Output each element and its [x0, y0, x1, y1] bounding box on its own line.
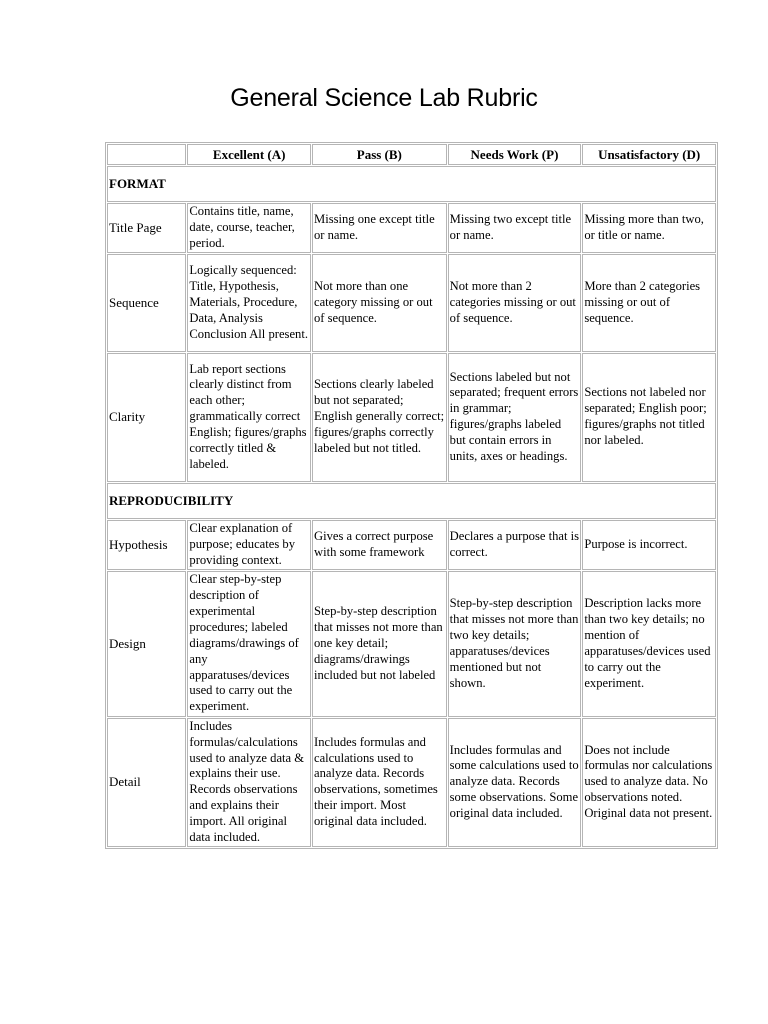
criterion-design: Design	[107, 571, 186, 717]
criterion-clarity: Clarity	[107, 353, 186, 482]
table-cell: Clear explanation of purpose; educates by providing context.	[187, 520, 311, 570]
table-cell: Includes formulas and some calculations used to analyze data. Records some observations. Some original data included.	[448, 718, 582, 847]
table-cell: Description lacks more than two key details; no mention of apparatuses/devices used to carry out the experiment.	[582, 571, 716, 717]
table-cell: Lab report sections clearly distinct from each other; grammatically correct English; figures/graphs correctly titled & labeled.	[187, 353, 311, 482]
column-header-pass: Pass (B)	[312, 144, 447, 165]
table-row	[107, 520, 716, 570]
table-cell: Includes formulas/calculations used to analyze data & explains their use. Records observations and explains their import. All original data included.	[187, 718, 311, 847]
page-title: General Science Lab Rubric	[230, 84, 538, 112]
table-cell: Sections not labeled nor separated; English poor; figures/graphs not titled nor labeled.	[582, 353, 716, 482]
table-row	[107, 203, 716, 253]
table-cell: Gives a correct purpose with some framework	[312, 520, 447, 570]
table-cell: Missing one except title or name.	[312, 203, 447, 253]
table-cell: Contains title, name, date, course, teacher, period.	[187, 203, 311, 253]
table-cell: Sections labeled but not separated; frequent errors in grammar; figures/graphs labeled but contain errors in units, axes or headings.	[448, 353, 582, 482]
table-cell: Logically sequenced: Title, Hypothesis, Materials, Procedure, Data, Analysis Conclusion All present.	[187, 254, 311, 352]
table-cell: Sections clearly labeled but not separated; English generally correct; figures/graphs correctly labeled but not titled.	[312, 353, 447, 482]
column-header-excellent: Excellent (A)	[187, 144, 311, 165]
table-cell: Step-by-step description that misses not more than one key detail; diagrams/drawings included but not labeled	[312, 571, 447, 717]
table-cell: Declares a purpose that is correct.	[448, 520, 582, 570]
table-cell: Missing more than two, or title or name.	[582, 203, 716, 253]
criterion-sequence: Sequence	[107, 254, 186, 352]
criterion-detail: Detail	[107, 718, 186, 847]
column-header-needs-work: Needs Work (P)	[448, 144, 582, 165]
column-header-criterion	[107, 144, 186, 165]
table-cell: Does not include formulas nor calculations used to analyze data. No observations noted. Original data not present.	[582, 718, 716, 847]
table-cell: Not more than 2 categories missing or out of sequence.	[448, 254, 582, 352]
table-cell: Purpose is incorrect.	[582, 520, 716, 570]
criterion-hypothesis: Hypothesis	[107, 520, 186, 570]
rubric-table	[105, 142, 718, 849]
criterion-title-page: Title Page	[107, 203, 186, 253]
table-row	[107, 254, 716, 352]
section-row-reproducibility	[107, 483, 716, 519]
section-row-format	[107, 166, 716, 202]
section-title-format: FORMAT	[107, 166, 716, 202]
table-header-row	[107, 144, 716, 165]
table-row	[107, 571, 716, 717]
table-row	[107, 718, 716, 847]
table-row	[107, 353, 716, 482]
table-cell: Missing two except title or name.	[448, 203, 582, 253]
table-cell: Step-by-step description that misses not more than two key details; apparatuses/devices mentioned but not shown.	[448, 571, 582, 717]
table-cell: Not more than one category missing or out of sequence.	[312, 254, 447, 352]
column-header-unsatisfactory: Unsatisfactory (D)	[582, 144, 716, 165]
table-cell: Includes formulas and calculations used to analyze data. Records observations, sometimes their import. Most original data included.	[312, 718, 447, 847]
table-cell: More than 2 categories missing or out of sequence.	[582, 254, 716, 352]
table-cell: Clear step-by-step description of experimental procedures; labeled diagrams/drawings of any apparatuses/devices used to carry out the experiment.	[187, 571, 311, 717]
section-title-reproducibility: REPRODUCIBILITY	[107, 483, 716, 519]
